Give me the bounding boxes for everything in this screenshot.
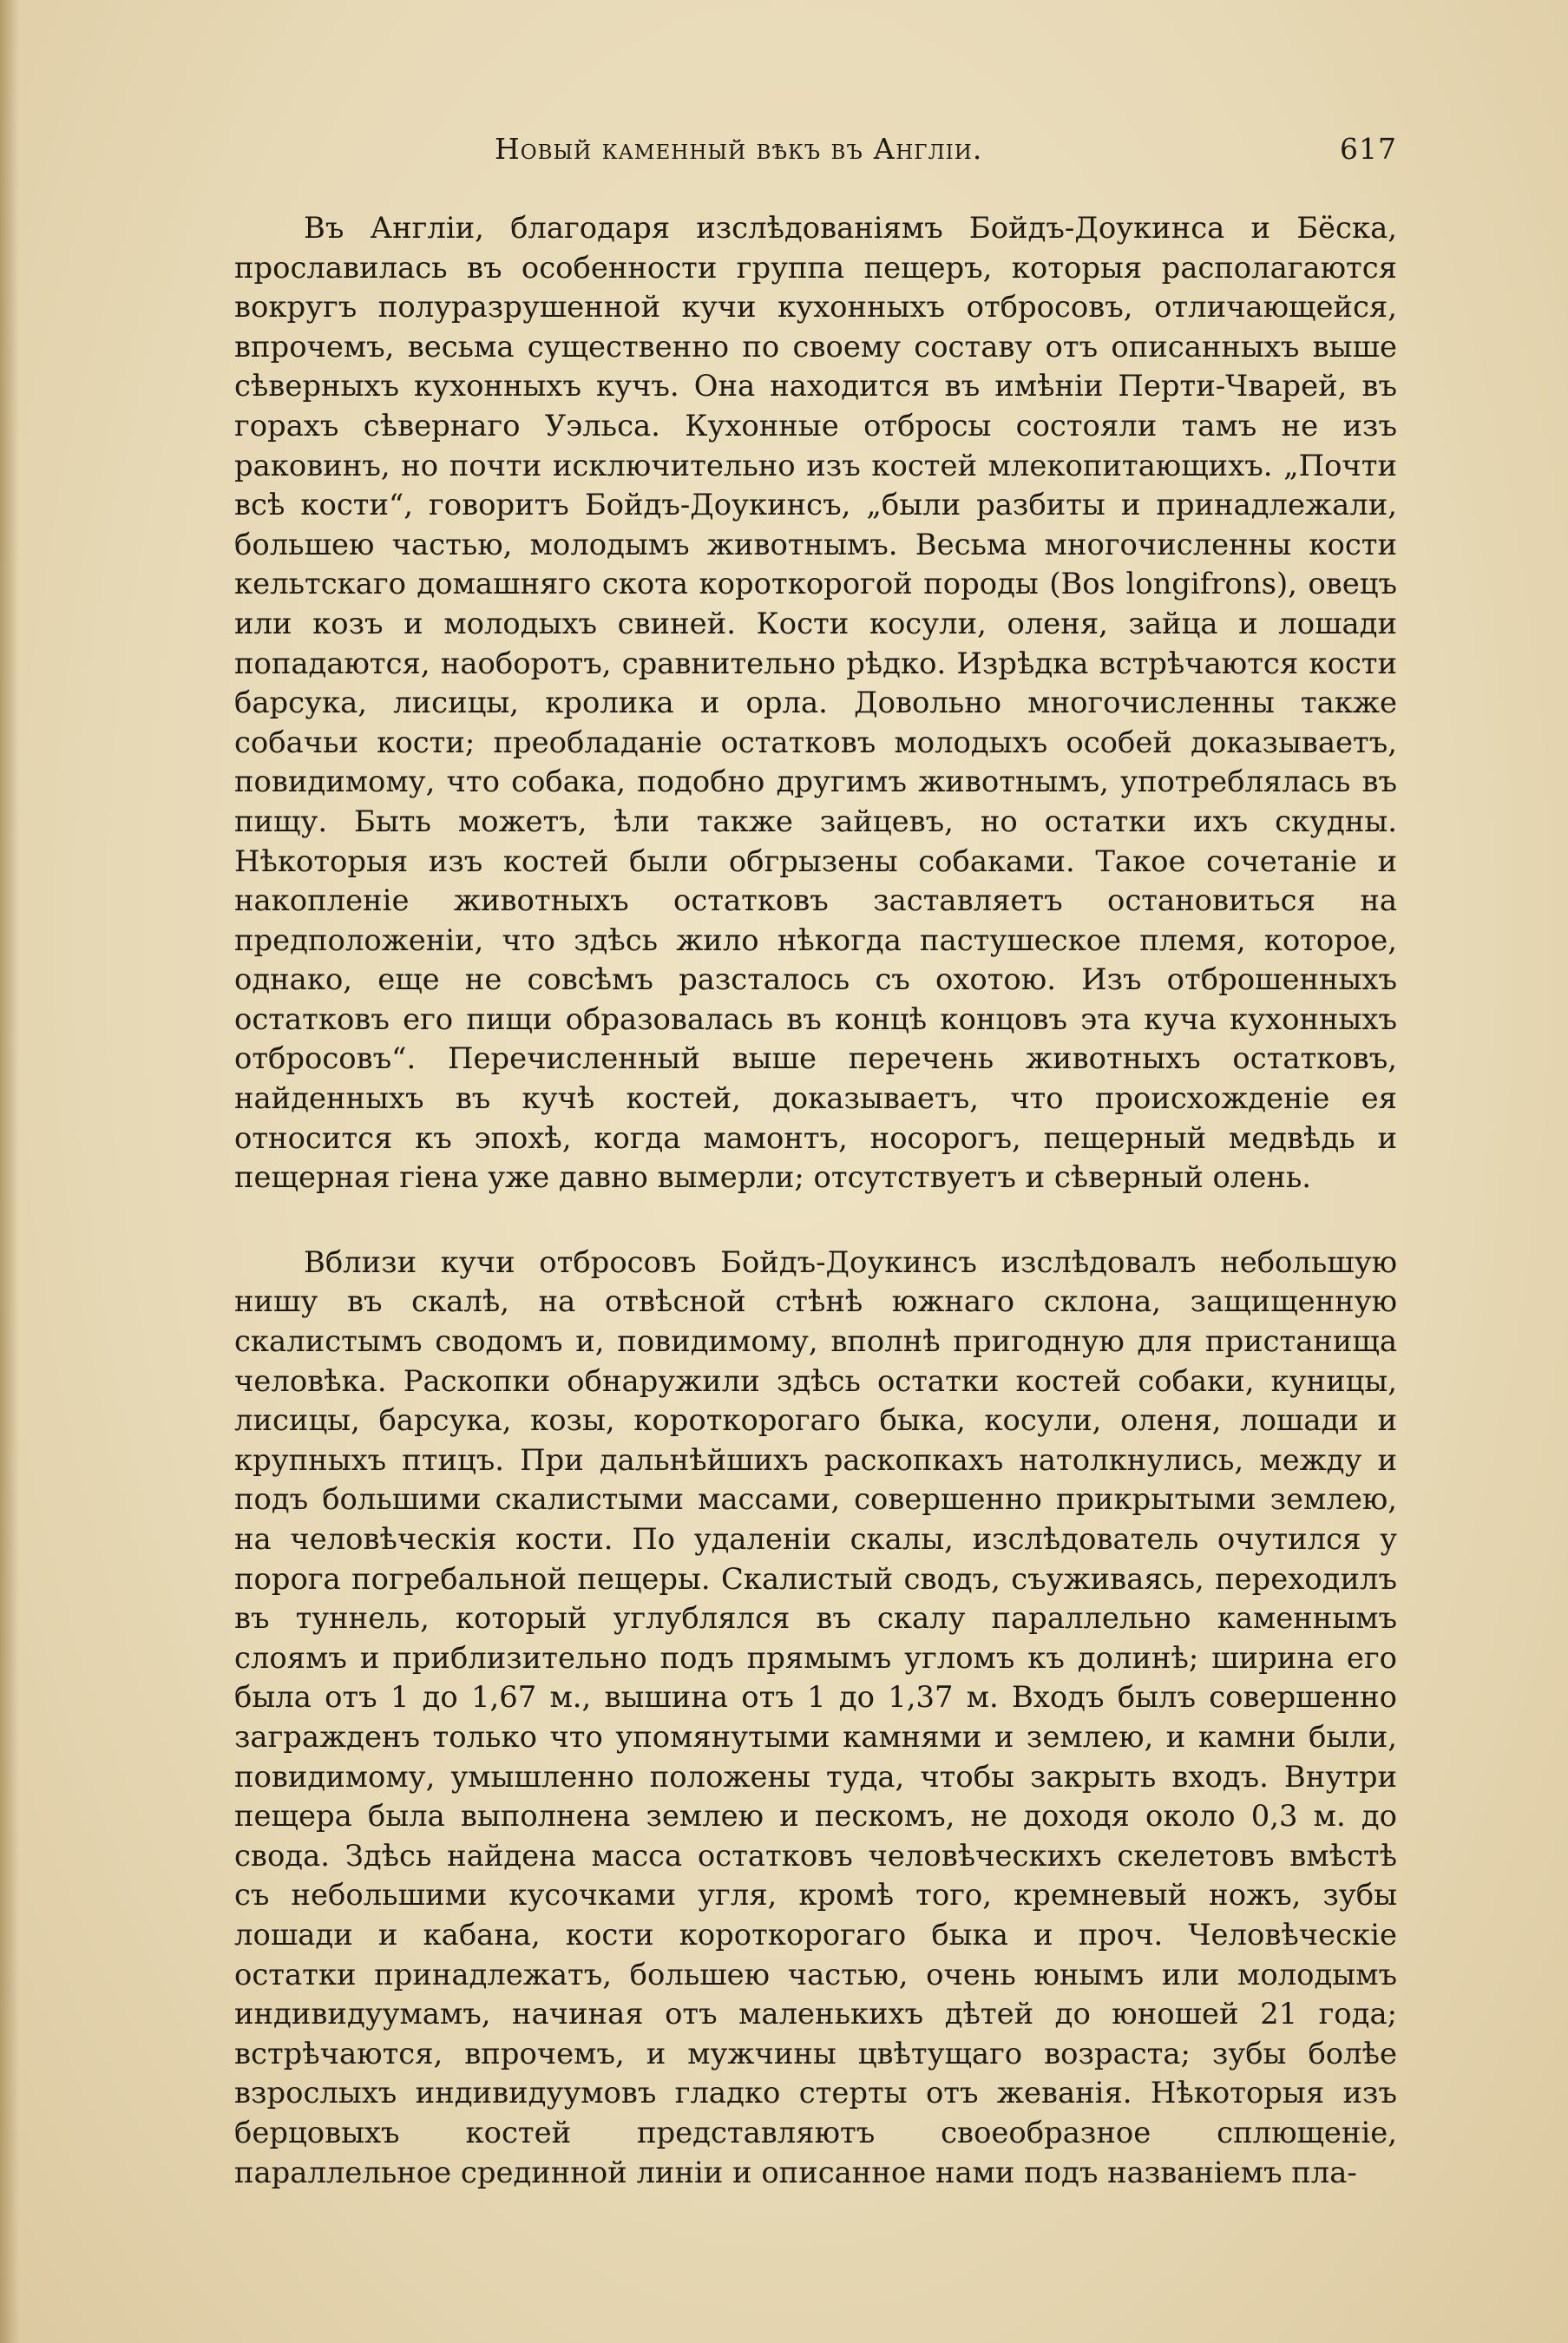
running-header [234, 127, 1397, 170]
header-title: Новый каменный вѣкъ въ Англіи. [495, 132, 983, 166]
body-text [234, 208, 1397, 2192]
paragraph-1: Въ Англіи, благодаря изслѣдованіямъ Бойдъ-Доукинса и Бёска, прославилась въ особенности группа пещеръ, которыя располагаются вокругъ полуразрушенной кучи кухонныхъ отбросовъ, отличающейся, впрочемъ, весьма существенно по своему составу отъ описанныхъ выше сѣверныхъ кухонныхъ кучъ. Она находится въ имѣніи Перти-Чварей, въ горахъ сѣвернаго Уэльса. Кухонные отбросы состояли тамъ не изъ раковинъ, но почти исключительно изъ костей млекопитающихъ. „Почти всѣ кости“, говоритъ Бойдъ-Доукинсъ, „были разбиты и принадлежали, большею частью, молодымъ животнымъ. Весьма многочисленны кости кельтскаго домашняго скота короткорогой породы (Bos longifrons), овецъ или козъ и молодыхъ свиней. Кости косули, оленя, зайца и лошади попадаются, наоборотъ, сравнительно рѣдко. Изрѣдка встрѣчаются кости барсука, лисицы, кролика и орла. Довольно многочисленны также собачьи кости; преобладаніе остатковъ молодыхъ особей доказываетъ, повидимому, что собака, подобно другимъ животнымъ, употреблялась въ пищу. Быть можетъ, ѣли также зайцевъ, но остатки ихъ скудны. Нѣкоторыя изъ костей были обгрызены собаками. Такое сочетаніе и накопленіе животныхъ остатковъ заставляетъ остановиться на предположеніи, что здѣсь жило нѣкогда пастушеское племя, которое, однако, еще не совсѣмъ разсталось съ охотою. Изъ отброшенныхъ остатковъ его пищи образовалась въ концѣ концовъ эта куча кухонныхъ отбросовъ“. Перечисленный выше перечень животныхъ остатковъ, найденныхъ въ кучѣ костей, доказываетъ, что происхожденіе ея относится къ эпохѣ, когда мамонтъ, носорогъ, пещерный медвѣдь и пещерная гіена уже давно вымерли; отсутствуетъ и сѣверный олень. [234, 211, 1397, 1195]
page-edge-shadow [0, 0, 19, 2343]
page-number: 617 [1340, 132, 1397, 166]
paragraph-2: Вблизи кучи отбросовъ Бойдъ-Доукинсъ изслѣдовалъ небольшую нишу въ скалѣ, на отвѣсной стѣнѣ южнаго склона, защищенную скалистымъ сводомъ и, повидимому, вполнѣ пригодную для пристанища человѣка. Раскопки обнаружили здѣсь остатки костей собаки, куницы, лисицы, барсука, козы, короткорогаго быка, косули, оленя, лошади и крупныхъ птицъ. При дальнѣйшихъ раскопкахъ натолкнулись, между и подъ большими скалистыми массами, совершенно прикрытыми землею, на человѣческія кости. По удаленіи скалы, изслѣдователь очутился у порога погребальной пещеры. Скалистый сводъ, съуживаясь, переходилъ въ туннель, который углублялся въ скалу параллельно каменнымъ слоямъ и приблизительно подъ прямымъ угломъ къ долинѣ; ширина его была отъ 1 до 1,67 м., вышина отъ 1 до 1,37 м. Входъ былъ совершенно загражденъ только что упомянутыми камнями и землею, и камни были, повидимому, умышленно положены туда, чтобы закрыть входъ. Внутри пещера была выполнена землею и пескомъ, не доходя около 0,3 м. до свода. Здѣсь найдена масса остатковъ человѣческихъ скелетовъ вмѣстѣ съ небольшими кусочками угля, кромѣ того, кремневый ножъ, зубы лошади и кабана, кости короткорогаго быка и проч. Человѣческіе остатки принадлежатъ, большею частью, очень юнымъ или молодымъ индивидуумамъ, начиная отъ маленькихъ дѣтей до юношей 21 года; встрѣчаются, впрочемъ, и мужчины цвѣтущаго возраста; зубы болѣе взрослыхъ индивидуумовъ гладко стерты отъ жеванія. Нѣкоторыя изъ берцовыхъ костей представляютъ своеобразное сплющеніе, параллельное срединной линіи и описанное нами подъ названіемъ пла- [234, 1244, 1397, 2189]
